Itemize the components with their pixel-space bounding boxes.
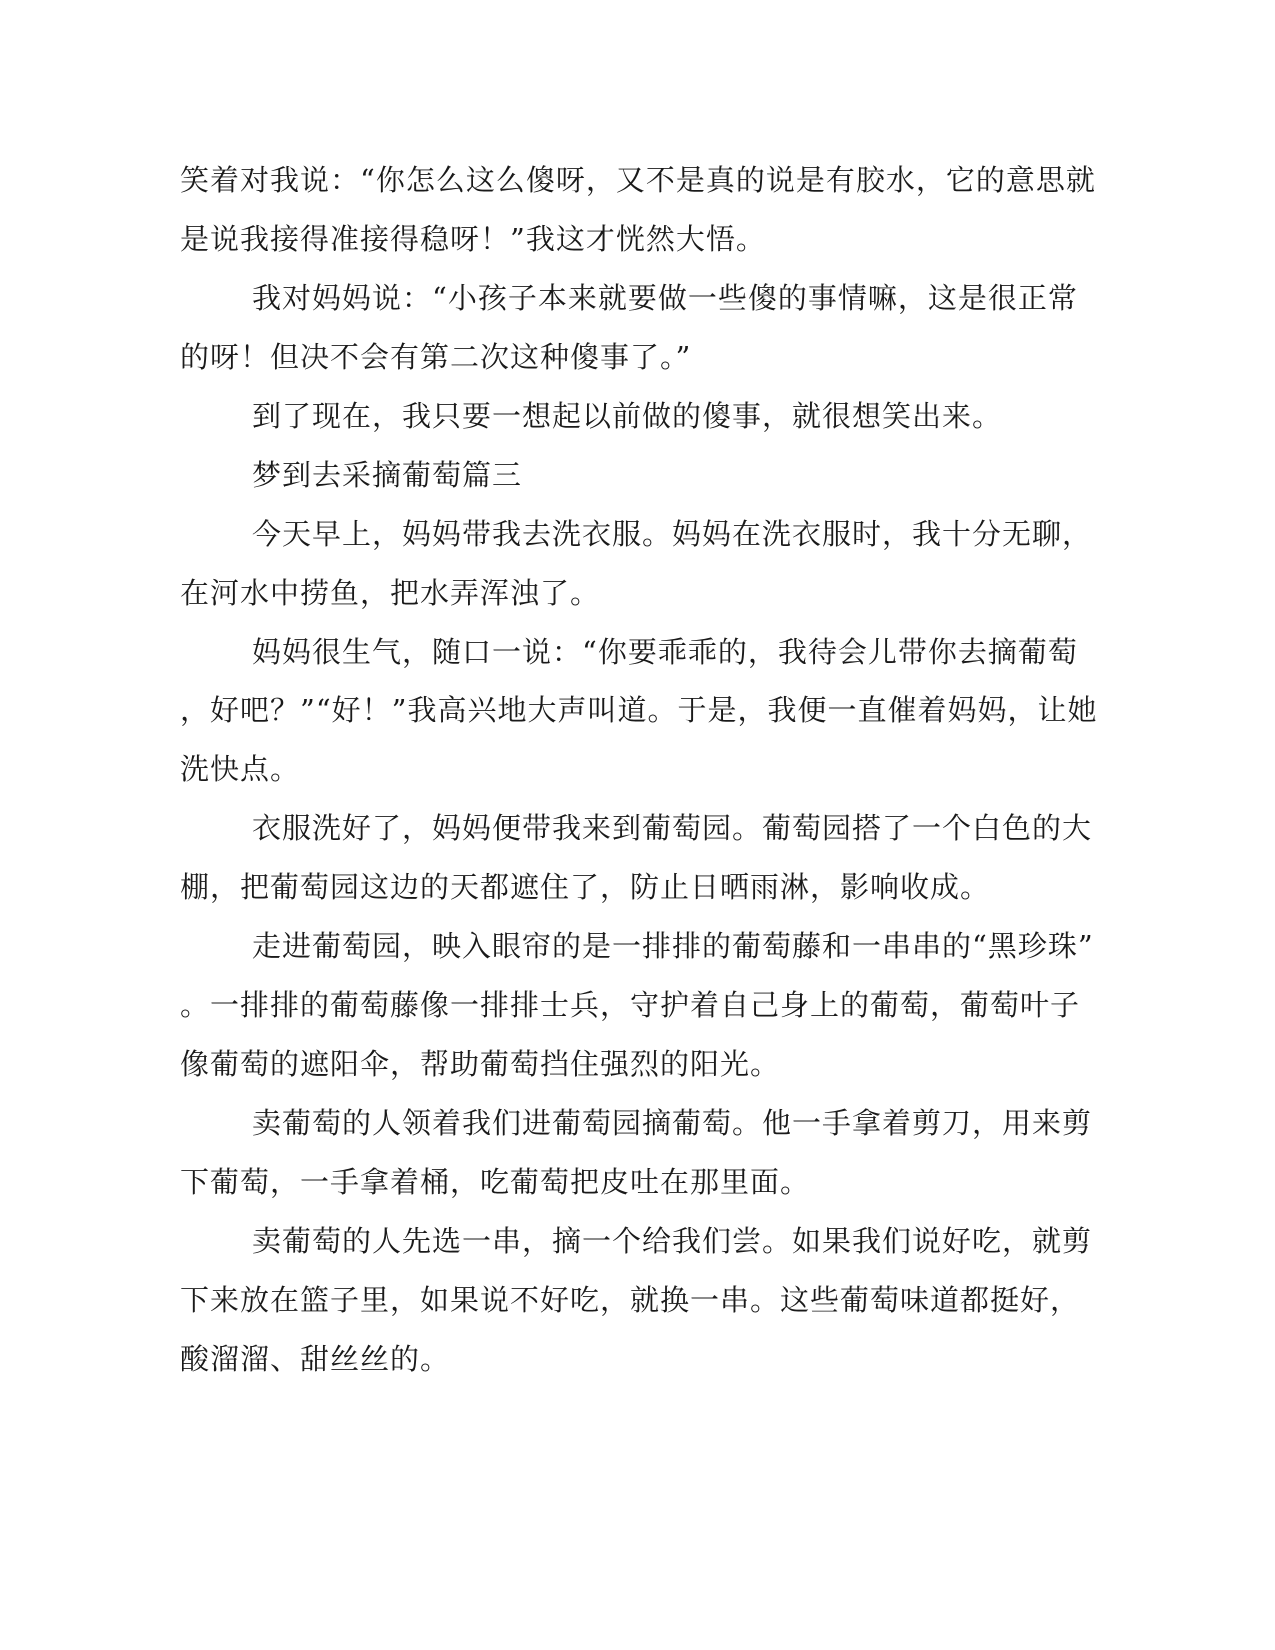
- text-line: ，好吧？”“好！”我高兴地大声叫道。于是，我便一直催着妈妈，让她: [180, 693, 1098, 727]
- paragraph-start: 卖葡萄的人先选一串，摘一个给我们尝。如果我们说好吃，就剪: [252, 1224, 1093, 1258]
- text-line: 在河水中捞鱼，把水弄浑浊了。: [180, 576, 601, 610]
- paragraph-start: 到了现在，我只要一想起以前做的傻事，就很想笑出来。: [252, 399, 1003, 433]
- text-line: 下葡萄，一手拿着桶，吃葡萄把皮吐在那里面。: [180, 1165, 811, 1199]
- text-line: 的呀！但决不会有第二次这种傻事了。”: [180, 340, 692, 374]
- text-line: 像葡萄的遮阳伞，帮助葡萄挡住强烈的阳光。: [180, 1047, 781, 1081]
- paragraph-start: 妈妈很生气，随口一说：“你要乖乖的，我待会儿带你去摘葡萄: [252, 635, 1078, 669]
- section-heading: 梦到去采摘葡萄篇三: [252, 458, 523, 492]
- text-line: 棚，把葡萄园这边的天都遮住了，防止日晒雨淋，影响收成。: [180, 870, 991, 904]
- text-line: 洗快点。: [180, 752, 301, 786]
- paragraph-start: 今天早上，妈妈带我去洗衣服。妈妈在洗衣服时，我十分无聊，: [252, 517, 1093, 551]
- paragraph-start: 我对妈妈说：“小孩子本来就要做一些傻的事情嘛，这是很正常: [252, 281, 1078, 315]
- paragraph-start: 衣服洗好了，妈妈便带我来到葡萄园。葡萄园搭了一个白色的大: [252, 811, 1093, 845]
- paragraph-start: 卖葡萄的人领着我们进葡萄园摘葡萄。他一手拿着剪刀，用来剪: [252, 1106, 1093, 1140]
- paragraph-start: 走进葡萄园，映入眼帘的是一排排的葡萄藤和一串串的“黑珍珠”: [252, 929, 1094, 963]
- text-line: 笑着对我说：“你怎么这么傻呀，又不是真的说是有胶水，它的意思就: [180, 163, 1096, 197]
- text-line: 酸溜溜、甜丝丝的。: [180, 1342, 451, 1376]
- text-line: 是说我接得准接得稳呀！”我这才恍然大悟。: [180, 222, 766, 256]
- text-line: 下来放在篮子里，如果说不好吃，就换一串。这些葡萄味道都挺好，: [180, 1283, 1081, 1317]
- text-line: 。一排排的葡萄藤像一排排士兵，守护着自己身上的葡萄，葡萄叶子: [180, 988, 1081, 1022]
